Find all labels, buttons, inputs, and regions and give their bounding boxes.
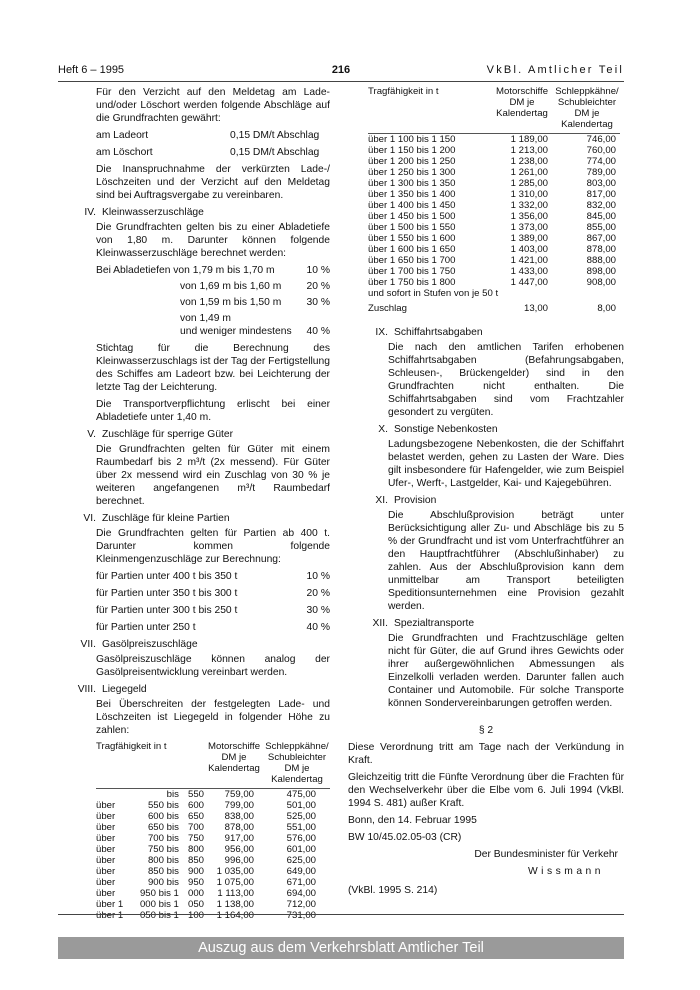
reference-code: BW 10/45.02.05-03 (CR) bbox=[348, 832, 462, 843]
section-vi-heading: VI. Zuschläge für kleine Partien bbox=[83, 513, 230, 524]
table-row: über 1 650 bis 1 700 1 421,00 888,00 bbox=[368, 255, 616, 266]
table-row: über 1 300 bis 1 350 1 285,00 803,00 bbox=[368, 178, 616, 189]
table-row: über 1 600 bis 1 650 1 403,00 878,00 bbox=[368, 244, 616, 255]
section-vi-text: Die Grundfrachten gelten für Partien ab 400 t. Darunter kommen folgende Kleinmengenzuschläge zur Berechnung: bbox=[96, 528, 330, 565]
left-column bbox=[76, 86, 330, 921]
page-header bbox=[58, 64, 624, 80]
table-row: über 1 400 bis 1 450 1 332,00 832,00 bbox=[368, 200, 616, 211]
minister-title: Der Bundesminister für Verkehr bbox=[474, 849, 618, 860]
section-viii-heading: VIII. Liegegeld bbox=[77, 684, 147, 695]
section-ix-text: Die nach den amtlichen Tarifen erhobenen Schiffahrtsabgaben (Befahrungsabgaben, Schleusen-, Brückengelder) sind in den Grundfrachten nicht enthalten. Die Schiffahrtsabgaben sind vom Frachtzahler gesondert zu vergüten. bbox=[388, 342, 624, 418]
ladeort-row: am Ladeort 0,15 DM/t Abschlag bbox=[96, 130, 320, 141]
table-row: über 1 500 bis 1 550 1 373,00 855,00 bbox=[368, 222, 616, 233]
table-row: über 1 050 bis 1 100 1 164,00 731,00 bbox=[96, 910, 316, 921]
issue-label: Heft 6 – 1995 bbox=[58, 64, 125, 76]
footer-rule bbox=[58, 914, 624, 915]
kleinwasser-table: Bei Abladetiefen von 1,79 m bis 1,70 m 10 % von 1,69 m bis 1,60 m 20 % von 1,59 m bis 1,50 m 30 % von 1,49 m und weniger mindestens 40 % bbox=[96, 265, 330, 337]
table-row: über 1 700 bis 1 750 1 433,00 898,00 bbox=[368, 266, 616, 277]
zuschlag-row: Zuschlag 13,00 8,00 bbox=[368, 303, 616, 314]
table-body bbox=[96, 789, 330, 922]
section-xi-text: Die Abschlußprovision beträgt unter Berücksichtigung aller Zu- und Abschläge bis zu 5 % der Grundfracht und ist vom Unterfrachtführer an den Hauptfrachtführer (Abschlußinhaber) zu zahlen. Aus der Abschlußprovision kann dem unmittelbar am Transport beteiligten Speditionsunternehmen eine Provision gezahlt werden. bbox=[388, 510, 624, 612]
table-row: bis 550 759,00 475,00 bbox=[166, 789, 316, 800]
partien-row: für Partien unter 350 t bis 300 t 20 % bbox=[96, 588, 330, 599]
section-iv-heading: IV. Kleinwasserzuschläge bbox=[84, 207, 204, 218]
partien-row: für Partien unter 250 t 40 % bbox=[96, 622, 330, 633]
section-x-heading: X. Sonstige Nebenkosten bbox=[378, 424, 498, 435]
table-row: über 700 bis 750 917,00 576,00 bbox=[96, 833, 316, 844]
section-iv-text: Die Grundfrachten gelten bis zu einer Abladetiefe von 1,80 m. Darunter können folgende Kleinwasserzuschläge berechnet werden: bbox=[96, 222, 330, 259]
intro-text: Für den Verzicht auf den Meldetag am Lade- und/oder Löschort werden folgende Abschläge auf die Grundfrachten gewährt: bbox=[96, 87, 330, 124]
minister-name: Wissmann bbox=[527, 866, 604, 877]
table-row: über 1 250 bis 1 300 1 261,00 789,00 bbox=[368, 167, 616, 178]
table-row: über 1 350 bis 1 400 1 310,00 817,00 bbox=[368, 189, 616, 200]
table-row: über 1 550 bis 1 600 1 389,00 867,00 bbox=[368, 233, 616, 244]
liegegeld-table-right bbox=[368, 86, 620, 314]
section-v-text: Die Grundfrachten gelten für Güter mit einem Raumbedarf bis 2 m³/t (2x messend). Für Güter über 2x messend wird ein Zuschlag von 30 % je weiteren angefangenen m³/t Raumbedarf berechnet. bbox=[96, 444, 330, 507]
paragraph-2-text-2: Gleichzeitig tritt die Fünfte Verordnung über die Frachten für den Wechselverkehr über die Elbe vom 6. Juli 1994 (VkBl. 1994 S. 481) außer Kraft. bbox=[348, 772, 624, 809]
table-row: über 1 100 bis 1 150 1 189,00 746,00 bbox=[368, 134, 616, 145]
table-row: über 1 450 bis 1 500 1 356,00 845,00 bbox=[368, 211, 616, 222]
section-xii-heading: XII. Spezialtransporte bbox=[372, 618, 475, 629]
inanspruch-text: Die Inanspruchnahme der verkürzten Lade-/ Löschzeiten und der Verzicht auf den Meldetag sind bei Auftragsvergabe zu vereinbaren. bbox=[96, 164, 330, 201]
paragraph-2-text-1: Diese Verordnung tritt am Tage nach der Verkündung in Kraft. bbox=[348, 742, 624, 766]
table-row: über 600 bis 650 838,00 525,00 bbox=[96, 811, 316, 822]
section-viii-text: Bei Überschreiten der festgelegten Lade- und Löschzeiten ist Liegegeld in folgender Höhe zu zahlen: bbox=[96, 699, 330, 736]
paragraph-2-heading: § 2 bbox=[478, 725, 494, 736]
table-row: über 1 000 bis 1 050 1 138,00 712,00 bbox=[96, 899, 316, 910]
table-row: über 750 bis 800 956,00 601,00 bbox=[96, 844, 316, 855]
table-row: über 550 bis 600 799,00 501,00 bbox=[96, 800, 316, 811]
table-body bbox=[368, 134, 620, 289]
table-row: über 1 200 bis 1 250 1 238,00 774,00 bbox=[368, 156, 616, 167]
table-row: über 850 bis 900 1 035,00 649,00 bbox=[96, 866, 316, 877]
table-header: Tragfähigkeit in t Motorschiffe DM je Kalendertag Schleppkähne/ Schubleichter DM je Kalendertag bbox=[96, 741, 330, 789]
table-row: über 1 150 bis 1 200 1 213,00 760,00 bbox=[368, 145, 616, 156]
table-row: über 650 bis 700 878,00 551,00 bbox=[96, 822, 316, 833]
partien-list bbox=[96, 570, 330, 634]
section-v-heading: V. Zuschläge für sperrige Güter bbox=[87, 429, 234, 440]
footer-banner: Auszug aus dem Verkehrsblatt Amtlicher Teil bbox=[58, 937, 624, 959]
section-xii-text: Die Grundfrachten und Frachtzuschläge gelten nicht für Güter, die auf Grund ihres Gewichts oder ihrer außergewöhnlichen Abmessungen als Einzelkolli verladen werden. Darunter fallen auch Container und Automobile. Für solche Transporte können Sondervereinbarungen getroffen werden. bbox=[388, 633, 624, 709]
partien-row: für Partien unter 400 t bis 350 t 10 % bbox=[96, 571, 330, 582]
page-number: 216 bbox=[331, 64, 351, 76]
partien-row: für Partien unter 300 t bis 250 t 30 % bbox=[96, 605, 330, 616]
sofort-text: und sofort in Stufen von je 50 t bbox=[368, 288, 499, 299]
table-row: über 1 750 bis 1 800 1 447,00 908,00 bbox=[368, 277, 616, 288]
table-row: über 900 bis 950 1 075,00 671,00 bbox=[96, 877, 316, 888]
right-column bbox=[348, 86, 624, 901]
transport-text: Die Transportverpflichtung erlischt bei einer Abladetiefe unter 1,40 m. bbox=[96, 399, 330, 423]
section-ix-heading: IX. Schiffahrtsabgaben bbox=[375, 327, 483, 338]
stichtag-text: Stichtag für die Berechnung des Kleinwasserzuschlags ist der Tag der Fertigstellung des Schiffes am Ladeort bzw. bei Leichterung der letzte Tag der Leichterung. bbox=[96, 343, 330, 393]
section-vii-heading: VII. Gasölpreiszuschläge bbox=[80, 639, 198, 650]
section-vii-text: Gasölpreiszuschläge können analog der Gasölpreisentwicklung vereinbart werden. bbox=[96, 654, 330, 678]
liegegeld-table-left bbox=[96, 741, 330, 921]
header-rule bbox=[58, 81, 624, 82]
section-x-text: Ladungsbezogene Nebenkosten, die der Schiffahrt belastet werden, gehen zu Lasten der Ware. Dies gilt insbesondere für Hafengelder, wie zum Beispiel Ufer-, Werft-, Lastgelder, Kai- und Kajegebühren. bbox=[388, 439, 624, 489]
table-row: über 800 bis 850 996,00 625,00 bbox=[96, 855, 316, 866]
table-header: Tragfähigkeit in t Motorschiffe DM je Kalendertag Schleppkähne/ Schubleichter DM je Kalendertag bbox=[368, 86, 620, 134]
section-xi-heading: XI. Provision bbox=[375, 495, 437, 506]
source-ref: (VkBl. 1995 S. 214) bbox=[348, 885, 438, 896]
loeschort-row: am Löschort 0,15 DM/t Abschlag bbox=[96, 147, 320, 158]
signing-date: Bonn, den 14. Februar 1995 bbox=[348, 815, 477, 826]
publication-title: VkBl. Amtlicher Teil bbox=[486, 64, 624, 76]
table-row: über 950 bis 1 000 1 113,00 694,00 bbox=[96, 888, 316, 899]
